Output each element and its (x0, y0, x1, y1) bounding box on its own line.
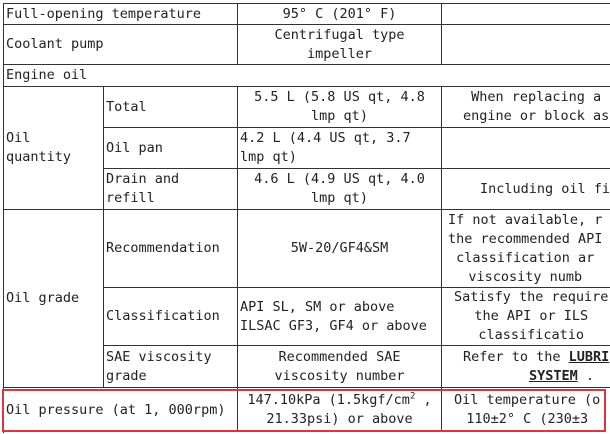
rule (3, 3, 4, 433)
oil-pressure-note: Oil temperature (o 110±2° C (230±3 (454, 392, 601, 427)
classification-label: Classification (106, 308, 220, 324)
sae-grade-label: SAE viscosity grade (106, 348, 212, 384)
full-opening-label: Full-opening temperature (6, 5, 202, 22)
section-heading-engine-oil: Engine oil (6, 67, 88, 83)
oil-pan-label: Oil pan (106, 139, 163, 156)
classification-note: Satisfy the require the API or ILS classificatio (454, 289, 609, 343)
sae-grade-note: Refer to the LUBRI SYSTEM . (463, 349, 610, 384)
oil-total-label: Total (106, 98, 147, 115)
oil-quantity-label: Oil quantity (6, 130, 72, 165)
recommendation-label: Recommendation (106, 240, 220, 256)
rule (441, 3, 442, 64)
coolant-pump-value: Centrifugal type impeller (274, 26, 405, 62)
drain-refill-value: 4.6 L (4.9 US qt, 4.0 lmp qt) (254, 171, 425, 206)
oil-grade-label: Oil grade (6, 290, 80, 306)
classification-value: API SL, SM or above ILSAC GF3, GF4 or above (240, 298, 427, 334)
recommendation-note: If not available, r the recommended API classification ar viscosity numb (448, 211, 603, 285)
lubrication-system-link-continued[interactable]: SYSTEM (529, 368, 578, 384)
sae-grade-value: Recommended SAE viscosity number (274, 348, 405, 384)
oil-pressure-label: Oil pressure (at 1, 000rpm) (6, 401, 226, 418)
drain-refill-label: Drain and refill (106, 171, 180, 206)
recommendation-value: 5W-20/GF4&SM (290, 240, 389, 256)
oil-pressure-value: 147.10kPa ($1.5kgf/cm^2$ , 21.33psi) or above (247, 391, 432, 427)
oil-total-value: 5.5 L (5.8 US qt, 4.8 lmp qt) (254, 89, 425, 124)
oil-total-note: When replacing a engine or block as (463, 89, 610, 124)
oil-pan-value: 4.2 L (4.4 US qt, 3.7 lmp qt) (240, 130, 411, 165)
drain-refill-note: Including oil fi (480, 180, 610, 197)
rule (103, 86, 104, 387)
lubrication-system-link[interactable]: LUBRI (568, 349, 610, 365)
coolant-pump-label: Coolant pump (6, 36, 104, 52)
full-opening-value: 95° C (201° F) (282, 5, 397, 22)
